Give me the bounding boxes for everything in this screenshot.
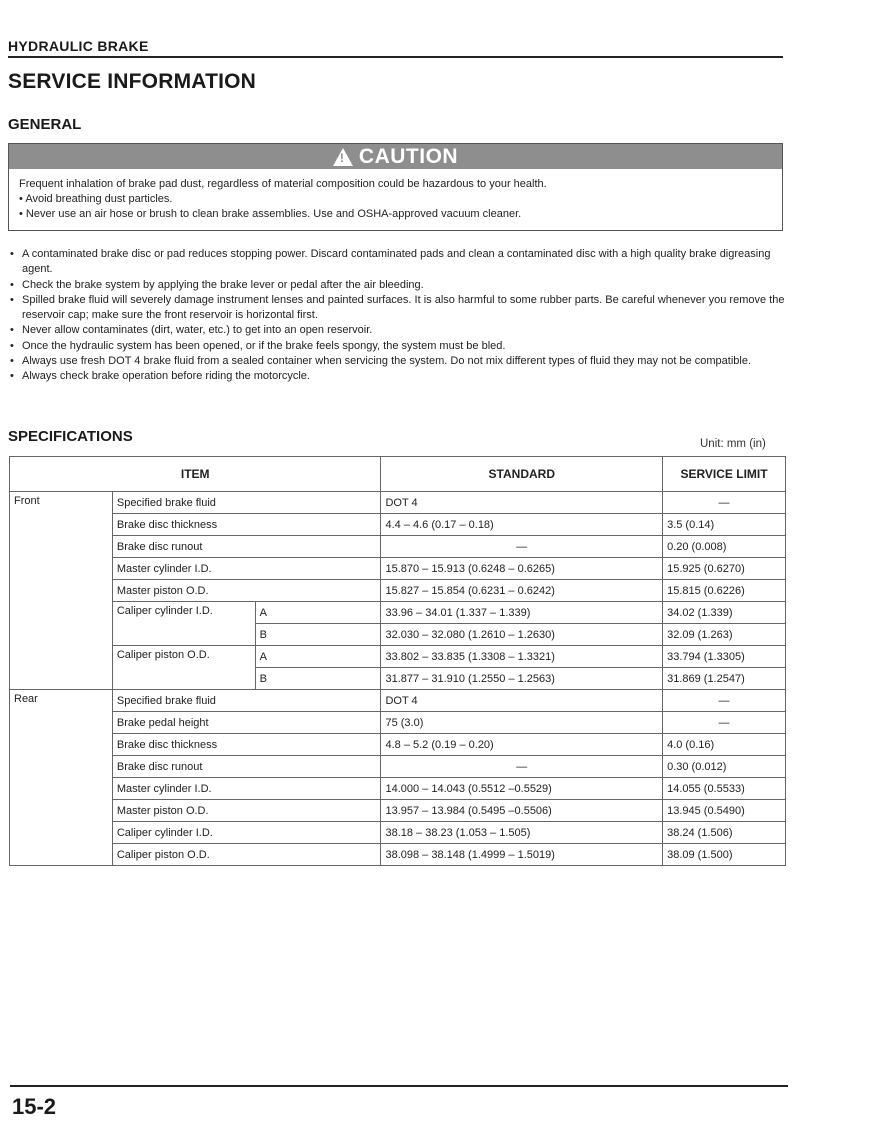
table-row — [10, 690, 786, 712]
limit-cell: 15.815 (0.6226) — [663, 580, 786, 602]
standard-cell: 32.030 – 32.080 (1.2610 – 1.2630) — [381, 624, 663, 646]
section-header: HYDRAULIC BRAKE — [8, 38, 783, 58]
table-row — [10, 492, 786, 514]
caution-item: • Avoid breathing dust particles. — [19, 193, 173, 205]
limit-cell: 31.869 (1.2547) — [663, 668, 786, 690]
limit-cell: — — [663, 712, 786, 734]
group-label-rear: Rear — [10, 690, 113, 866]
list-item: • Once the hydraulic system has been opened, or if the brake feels spongy, the system must be bled. — [8, 339, 788, 354]
unit-note: Unit: mm (in) — [700, 438, 766, 450]
item-cell: Specified brake fluid — [112, 690, 381, 712]
limit-cell: — — [663, 690, 786, 712]
caution-item: • Never use an air hose or brush to clean brake assemblies. Use and OSHA-approved vacuum cleaner. — [19, 208, 522, 220]
item-cell: Brake pedal height — [112, 712, 381, 734]
sub-item-cell: A — [255, 646, 381, 668]
table-row — [10, 778, 786, 800]
item-cell: Brake disc runout — [112, 756, 381, 778]
table-row — [10, 558, 786, 580]
caution-box — [8, 143, 783, 231]
table-row — [10, 514, 786, 536]
standard-cell: 31.877 – 31.910 (1.2550 – 1.2563) — [381, 668, 663, 690]
limit-cell: 34.02 (1.339) — [663, 602, 786, 624]
column-header-service-limit: SERVICE LIMIT — [663, 457, 786, 492]
item-cell: Caliper cylinder I.D. — [112, 602, 255, 646]
limit-cell: 38.24 (1.506) — [663, 822, 786, 844]
standard-cell: 4.8 – 5.2 (0.19 – 0.20) — [381, 734, 663, 756]
standard-cell: 38.18 – 38.23 (1.053 – 1.505) — [381, 822, 663, 844]
table-row — [10, 536, 786, 558]
standard-cell: 38.098 – 38.148 (1.4999 – 1.5019) — [381, 844, 663, 866]
limit-cell: 33.794 (1.3305) — [663, 646, 786, 668]
limit-cell: 13.945 (0.5490) — [663, 800, 786, 822]
item-cell: Master piston O.D. — [112, 580, 381, 602]
caution-statement: Frequent inhalation of brake pad dust, regardless of material composition could be hazardous to your health. — [19, 178, 547, 190]
standard-cell: DOT 4 — [381, 690, 663, 712]
standard-cell: 4.4 – 4.6 (0.17 – 0.18) — [381, 514, 663, 536]
specifications-heading: SPECIFICATIONS — [8, 428, 133, 445]
limit-cell: 0.30 (0.012) — [663, 756, 786, 778]
service-notes-list — [8, 247, 788, 385]
warning-triangle-icon: ! — [333, 148, 353, 166]
limit-cell: — — [663, 492, 786, 514]
table-row — [10, 844, 786, 866]
item-cell: Master cylinder I.D. — [112, 558, 381, 580]
limit-cell: 15.925 (0.6270) — [663, 558, 786, 580]
standard-cell: 33.96 – 34.01 (1.337 – 1.339) — [381, 602, 663, 624]
sub-item-cell: B — [255, 624, 381, 646]
limit-cell: 32.09 (1.263) — [663, 624, 786, 646]
general-heading: GENERAL — [8, 116, 82, 133]
standard-cell: 15.870 – 15.913 (0.6248 – 0.6265) — [381, 558, 663, 580]
caution-label: CAUTION — [358, 144, 459, 168]
caution-text-block — [9, 169, 782, 222]
item-cell: Caliper cylinder I.D. — [112, 822, 381, 844]
group-label-front: Front — [10, 492, 113, 690]
item-cell: Brake disc thickness — [112, 514, 381, 536]
limit-cell: 0.20 (0.008) — [663, 536, 786, 558]
list-item: • Never allow contaminates (dirt, water, etc.) to get into an open reservoir. — [8, 323, 788, 338]
standard-cell: DOT 4 — [381, 492, 663, 514]
standard-cell: 33.802 – 33.835 (1.3308 – 1.3321) — [381, 646, 663, 668]
table-row — [10, 756, 786, 778]
page-title: SERVICE INFORMATION — [8, 70, 257, 93]
page-number: 15-2 — [12, 1094, 57, 1119]
table-row — [10, 712, 786, 734]
sub-item-cell: A — [255, 602, 381, 624]
item-cell: Brake disc thickness — [112, 734, 381, 756]
item-cell: Caliper piston O.D. — [112, 646, 255, 690]
column-header-item: ITEM — [10, 457, 381, 492]
table-row — [10, 580, 786, 602]
list-item: • Check the brake system by applying the brake lever or pedal after the air bleeding. — [8, 278, 788, 293]
table-row — [10, 822, 786, 844]
item-cell: Brake disc runout — [112, 536, 381, 558]
list-item: • A contaminated brake disc or pad reduces stopping power. Discard contaminated pads and clean a contaminated disc with a high quality brake digreasing agent. — [8, 247, 788, 278]
specifications-table — [9, 456, 786, 866]
table-row — [10, 646, 786, 668]
sub-item-cell: B — [255, 668, 381, 690]
item-cell: Master piston O.D. — [112, 800, 381, 822]
list-item: • Spilled brake fluid will severely damage instrument lenses and painted surfaces. It is also harmful to some rubber parts. Be careful whenever you remove the reservoir cap; make sure the front reservoir is horizontal first. — [8, 293, 788, 324]
limit-cell: 3.5 (0.14) — [663, 514, 786, 536]
table-header-row — [10, 457, 786, 492]
table-row — [10, 602, 786, 624]
table-row — [10, 734, 786, 756]
table-row — [10, 800, 786, 822]
list-item: • Always use fresh DOT 4 brake fluid from a sealed container when servicing the system. Do not mix different types of fluid they may not be compatible. — [8, 354, 788, 369]
standard-cell: 13.957 – 13.984 (0.5495 –0.5506) — [381, 800, 663, 822]
standard-cell: — — [381, 756, 663, 778]
standard-cell: 75 (3.0) — [381, 712, 663, 734]
item-cell: Specified brake fluid — [112, 492, 381, 514]
column-header-standard: STANDARD — [381, 457, 663, 492]
item-cell: Caliper piston O.D. — [112, 844, 381, 866]
limit-cell: 38.09 (1.500) — [663, 844, 786, 866]
standard-cell: 14.000 – 14.043 (0.5512 –0.5529) — [381, 778, 663, 800]
footer-rule — [10, 1085, 788, 1087]
standard-cell: — — [381, 536, 663, 558]
standard-cell: 15.827 – 15.854 (0.6231 – 0.6242) — [381, 580, 663, 602]
limit-cell: 14.055 (0.5533) — [663, 778, 786, 800]
item-cell: Master cylinder I.D. — [112, 778, 381, 800]
limit-cell: 4.0 (0.16) — [663, 734, 786, 756]
list-item: • Always check brake operation before riding the motorcycle. — [8, 369, 788, 384]
caution-banner — [9, 144, 782, 169]
